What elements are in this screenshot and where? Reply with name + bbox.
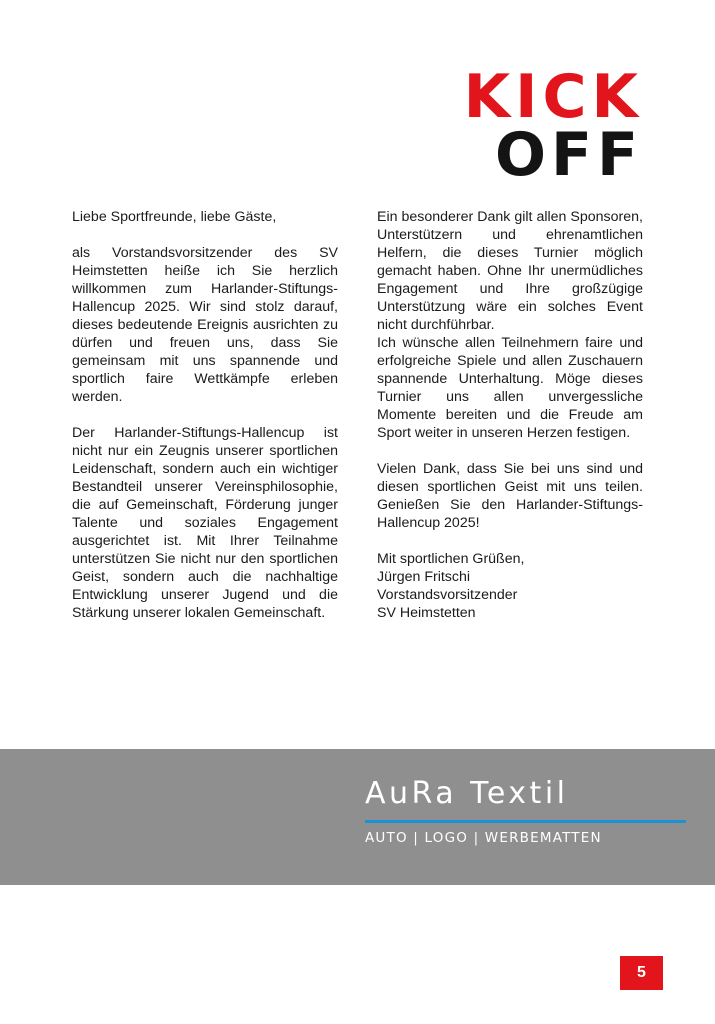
letter-paragraph-closing: Vielen Dank, dass Sie bei uns sind und diesen sportlichen Geist mit uns teilen. Genießen Sie den Harlander-Stiftungs-Hallencup 2025! xyxy=(377,461,643,531)
signer-name: Jürgen Fritschi xyxy=(377,569,471,585)
sponsor-banner xyxy=(0,749,715,885)
letter-paragraph-thanks: Ein besonderer Dank gilt allen Sponsoren, Unterstützern und ehrenamtlichen Helfern, die dieses Turnier möglich gemacht haben. Ohne Ihr unermüdliches Engagement und Ihre großzügige Unterstützung wäre ein solches Event nicht durchführbar. xyxy=(377,209,643,333)
letter-right-column xyxy=(377,208,643,622)
signer-club: SV Heimstetten xyxy=(377,605,476,621)
sponsor-tagline: AUTO | LOGO | WERBEMATTEN xyxy=(365,830,602,846)
letter-paragraph-philosophy: Der Harlander-Stiftungs-Hallencup ist nicht nur ein Zeugnis unserer sportlichen Leidenschaft, sondern auch ein wichtiger Bestandteil unserer Vereinsphilosophie, die auf Gemeinschaft, Förderung junger Talente und soziales Engagement ausgerichtet ist. Mit Ihrer Teilnahme unterstützen Sie nicht nur den sportlichen Geist, sondern auch die nachhaltige Entwicklung unserer Jugend und die Stärkung unserer lokalen Gemeinschaft. xyxy=(72,425,338,621)
letter-paragraph-welcome: als Vorstandsvorsitzender des SV Heimstetten heiße ich Sie herzlich willkommen zum Harlander-Stiftungs-Hallencup 2025. Wir sind stolz darauf, dieses bedeutende Ereignis ausrichten zu dürfen und freuen uns, dass Sie gemeinsam mit uns spannende und sportlich faire Wettkämpfe erleben werden. xyxy=(72,245,338,405)
headline-line-off: OFF xyxy=(495,120,643,190)
kick-off-headline xyxy=(463,62,643,190)
headline-line-kick: KICK xyxy=(463,62,643,132)
letter-paragraph-wishes: Ich wünsche allen Teilnehmern faire und erfolgreiche Spiele und allen Zuschauern spannende Unterhaltung. Möge dieses Turnier uns allen unvergessliche Momente bereiten und die Freude am Sport weiter in unseren Herzen festigen. xyxy=(377,335,643,441)
signer-role: Vorstandsvorsitzender xyxy=(377,587,518,603)
letter-left-column xyxy=(72,208,338,622)
page-number: 5 xyxy=(620,956,663,990)
letter-signoff: Mit sportlichen Grüßen, xyxy=(377,551,525,567)
sponsor-logo-name: AuRa Textil xyxy=(365,776,569,811)
letter-greeting: Liebe Sportfreunde, liebe Gäste, xyxy=(72,209,277,225)
sponsor-logo-underline xyxy=(365,820,686,823)
